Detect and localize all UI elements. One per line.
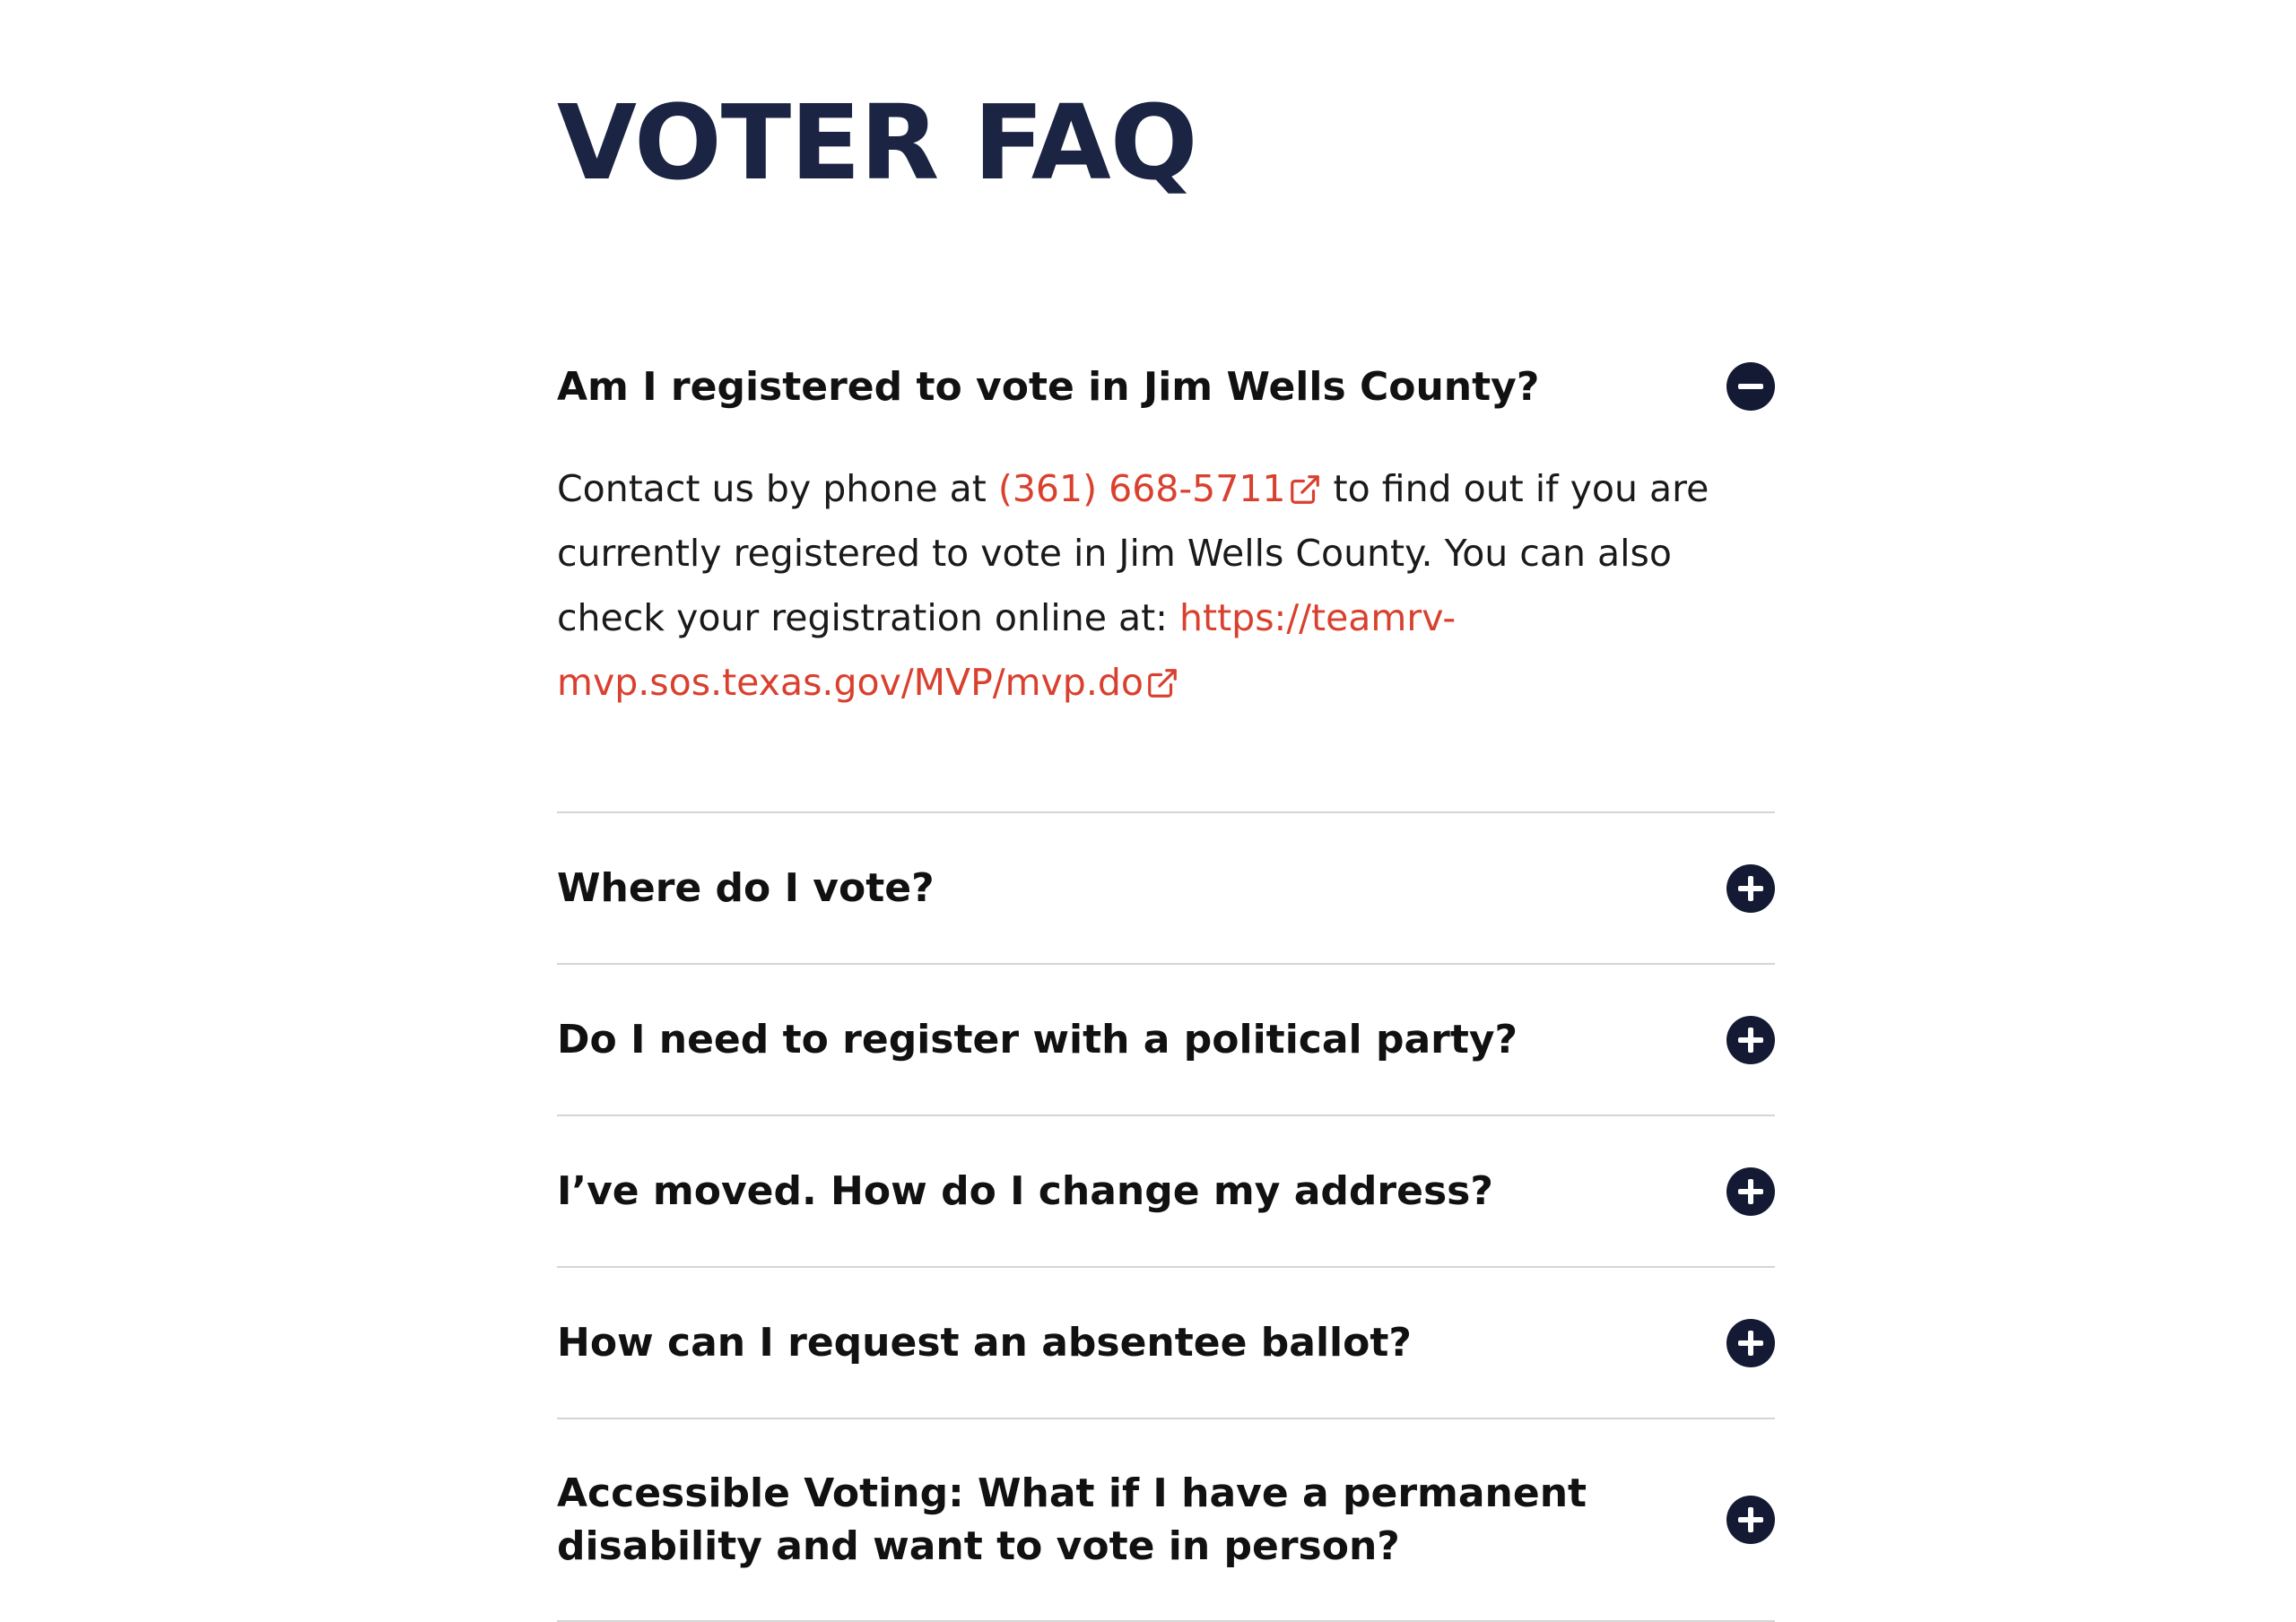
faq-question: How can I request an absentee ballot? <box>557 1320 1412 1366</box>
faq-question: Do I need to register with a political party? <box>557 1017 1518 1063</box>
answer-text-continued: to find out if you are currently registered to vote in Jim Wells County. You can also check your registration online at: <box>557 467 1709 639</box>
external-link-icon <box>1288 473 1322 507</box>
faq-item-absentee-ballot <box>557 1268 1775 1419</box>
faq-item-change-address <box>557 1116 1775 1268</box>
external-link-icon <box>1145 666 1179 700</box>
registration-link-label: https://teamrv-mvp.sos.texas.gov/MVP/mvp.do <box>557 596 1457 704</box>
plus-circle-icon[interactable] <box>1726 1016 1775 1064</box>
phone-link[interactable] <box>998 467 1322 510</box>
answer-text: Contact us by phone at <box>557 467 998 510</box>
faq-question: Where do I vote? <box>557 865 935 911</box>
faq-item-where-vote <box>557 813 1775 965</box>
faq-question: Accessible Voting: What if I have a permanent disability and want to vote in person? <box>557 1470 1587 1569</box>
plus-circle-icon[interactable] <box>1726 864 1775 913</box>
faq-question-button[interactable] <box>557 352 1775 421</box>
minus-circle-icon[interactable] <box>1726 362 1775 411</box>
faq-question-button[interactable] <box>557 1419 1775 1620</box>
page-title: VOTER FAQ <box>557 83 1197 204</box>
faq-question-button[interactable] <box>557 965 1775 1115</box>
faq-item-accessible-voting <box>557 1419 1775 1622</box>
faq-section <box>557 85 1775 1622</box>
faq-question-button[interactable] <box>557 1116 1775 1266</box>
faq-list <box>557 352 1775 1622</box>
faq-question: I’ve moved. How do I change my address? <box>557 1168 1493 1214</box>
faq-question-button[interactable] <box>557 1268 1775 1418</box>
phone-link-label: (361) 668-5711 <box>997 467 1286 510</box>
faq-question-button[interactable] <box>557 813 1775 963</box>
faq-answer <box>557 421 1750 811</box>
plus-circle-icon[interactable] <box>1726 1496 1775 1544</box>
faq-question: Am I registered to vote in Jim Wells County? <box>557 363 1540 410</box>
plus-circle-icon[interactable] <box>1726 1167 1775 1216</box>
faq-item-political-party <box>557 965 1775 1116</box>
faq-item-registered <box>557 352 1775 813</box>
plus-circle-icon[interactable] <box>1726 1319 1775 1367</box>
